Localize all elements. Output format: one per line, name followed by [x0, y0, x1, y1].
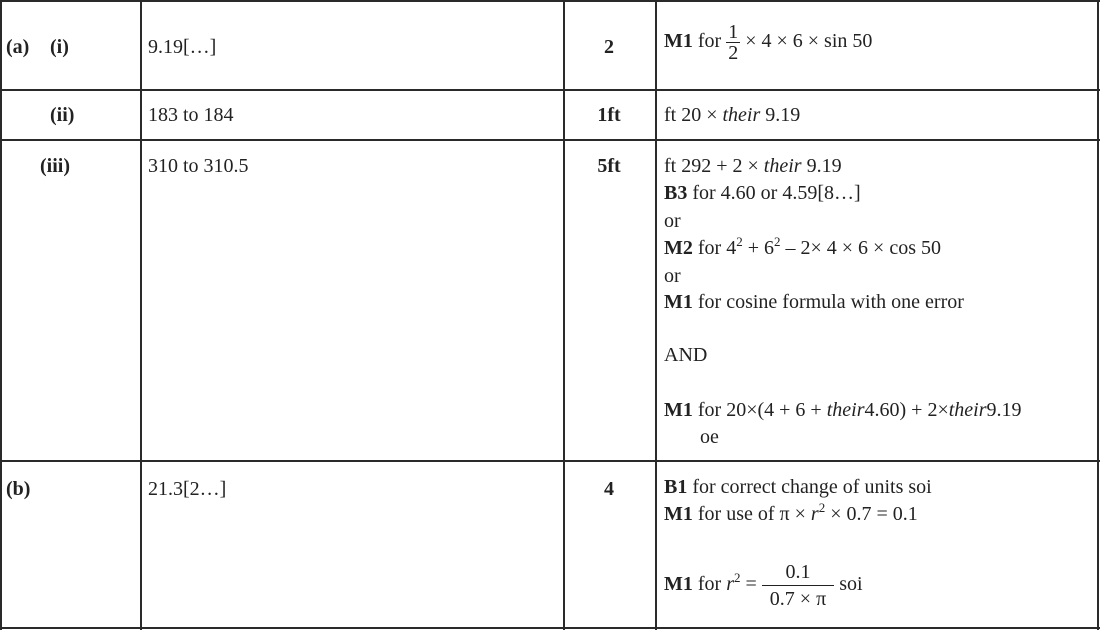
- note-oe: oe: [700, 426, 719, 448]
- superscript: 2: [774, 234, 781, 249]
- note-m2-line: [664, 235, 941, 261]
- rule-row1: [0, 89, 1100, 91]
- note-text: + 6: [742, 237, 774, 259]
- note-their: their: [763, 155, 802, 177]
- fraction-denominator: 2: [728, 42, 739, 64]
- note-text: for: [697, 30, 722, 53]
- sub-label-i: (i): [50, 36, 69, 58]
- sub-label-ii: (ii): [50, 104, 75, 126]
- part-label-a: (a): [6, 36, 30, 58]
- rule-top: [0, 0, 1100, 2]
- note-m1-cosine: [664, 289, 964, 315]
- rule-left: [0, 0, 2, 630]
- note-text: 4.60) + 2×: [864, 399, 949, 421]
- note-text: for cosine formula with one error: [697, 291, 964, 313]
- rule-row3: [0, 460, 1100, 462]
- fraction-numerator: 1: [728, 21, 739, 43]
- superscript: 2: [734, 570, 741, 586]
- note-text: – 2× 4 × 6 × cos 50: [780, 237, 941, 259]
- code-m2: M2: [664, 237, 693, 259]
- note-text: for 4: [697, 237, 737, 259]
- note-ft-line: [664, 153, 842, 179]
- note-m1-radius: [664, 559, 863, 612]
- sub-label-iii: (iii): [40, 155, 70, 177]
- note-text: for 4.60 or 4.59[8…]: [692, 182, 861, 204]
- variable-r: r: [726, 573, 735, 596]
- note-or-1: or: [664, 210, 681, 232]
- fraction-denominator: 0.7 × π: [769, 588, 827, 610]
- note-and: AND: [664, 344, 708, 366]
- fraction-numerator: 0.1: [762, 559, 834, 586]
- notes-a-i: [664, 22, 872, 63]
- rule-right: [1097, 0, 1099, 630]
- code-m1: M1: [664, 503, 693, 525]
- rule-col3: [655, 0, 657, 630]
- mark-a-i: 2: [604, 36, 614, 58]
- note-their: their: [948, 399, 987, 421]
- note-m1-area: [664, 501, 918, 527]
- note-b3-line: [664, 180, 861, 206]
- code-b1: B1: [664, 476, 688, 498]
- rule-bottom: [0, 627, 1100, 629]
- rule-col2: [563, 0, 565, 630]
- note-b1-line: [664, 474, 932, 500]
- mark-a-ii: 1ft: [597, 104, 621, 126]
- mark-b: 4: [604, 478, 614, 500]
- note-m1-total: [664, 397, 1022, 423]
- superscript: 2: [736, 234, 743, 249]
- notes-a-ii: [664, 102, 800, 128]
- note-text: ft 292 + 2 ×: [664, 155, 759, 177]
- variable-r: r: [810, 503, 819, 525]
- rule-col1: [140, 0, 142, 630]
- answer-a-iii: 310 to 310.5: [148, 155, 249, 177]
- note-their: their: [722, 104, 761, 126]
- note-text: for: [697, 573, 722, 596]
- code-m1: M1: [664, 573, 693, 596]
- answer-a-ii: 183 to 184: [148, 104, 234, 126]
- note-text: × 0.7 = 0.1: [830, 503, 918, 525]
- equals-sign: =: [745, 573, 757, 596]
- answer-a-i: 9.19[…]: [148, 36, 217, 58]
- note-text: soi: [839, 573, 863, 596]
- note-text: 9.19: [765, 104, 801, 126]
- rule-row2: [0, 139, 1100, 141]
- note-text: × 4 × 6 × sin 50: [745, 30, 873, 53]
- note-text: for correct change of units soi: [692, 476, 932, 498]
- note-text: 9.19: [806, 155, 842, 177]
- code-m1: M1: [664, 291, 693, 313]
- note-text: 9.19: [986, 399, 1022, 421]
- note-their: their: [826, 399, 865, 421]
- fraction-half: [726, 22, 740, 63]
- note-text: for 20×(4 + 6 +: [697, 399, 822, 421]
- superscript: 2: [818, 500, 826, 515]
- mark-a-iii: 5ft: [597, 155, 621, 177]
- part-label-b: (b): [6, 478, 31, 500]
- note-text: ft 20 ×: [664, 104, 718, 126]
- code-m1: M1: [664, 30, 693, 53]
- code-m1: M1: [664, 399, 693, 421]
- code-b3: B3: [664, 182, 688, 204]
- fraction-radius: [762, 559, 834, 612]
- note-text: for use of π ×: [697, 503, 806, 525]
- note-or-2: or: [664, 265, 681, 287]
- answer-b: 21.3[2…]: [148, 478, 227, 500]
